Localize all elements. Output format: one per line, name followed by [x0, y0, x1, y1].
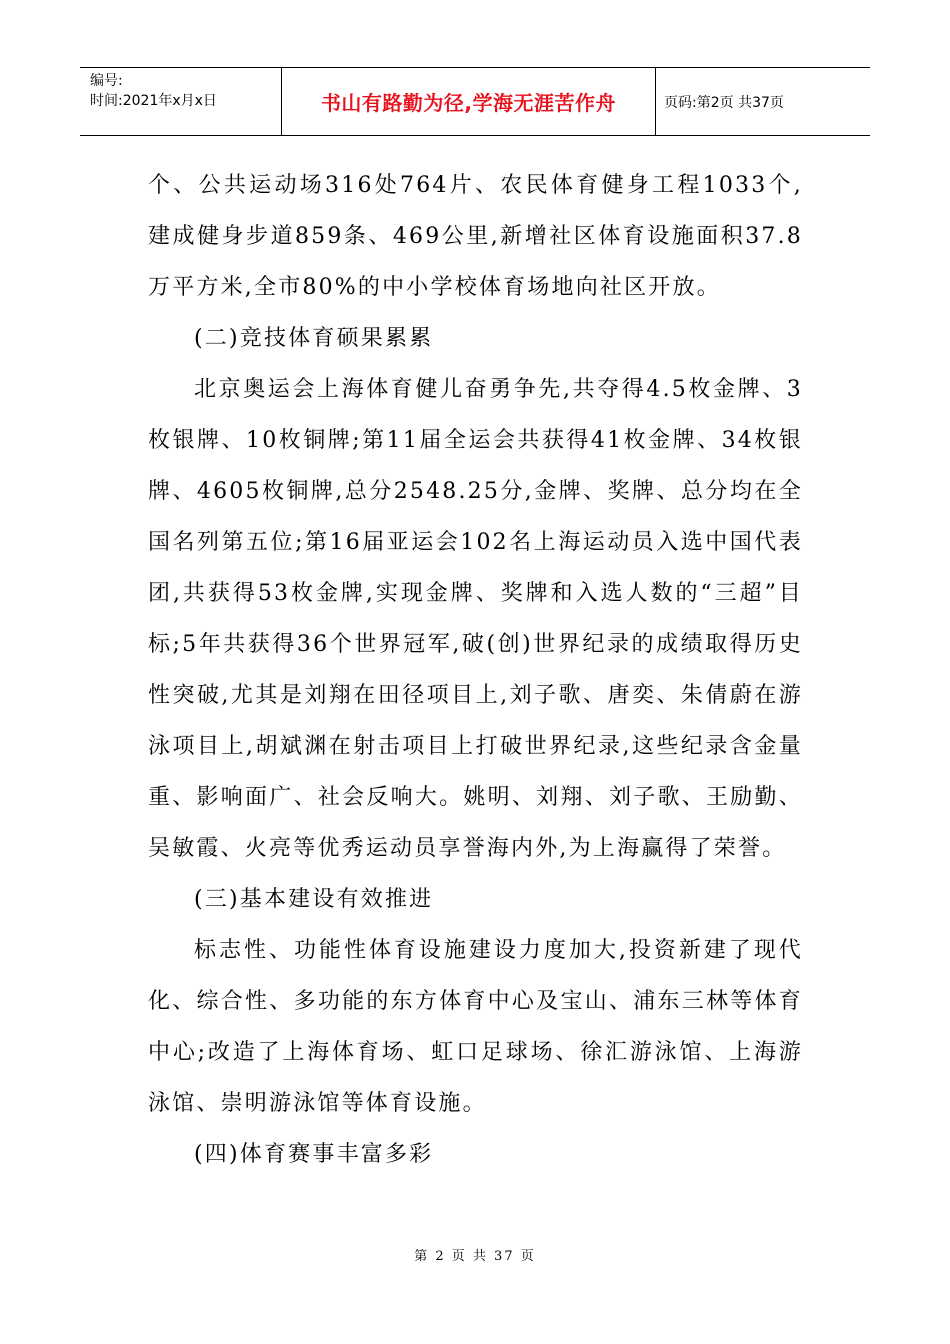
header-page-info: 页码:第2页 共37页 [664, 94, 784, 111]
section-heading-infrastructure: (三)基本建设有效推进 [194, 887, 434, 912]
paragraph-competitive-sports: 北京奥运会上海体育健儿奋勇争先,共夺得4.5枚金牌、3枚银牌、10枚铜牌;第11届全运会共获得41枚金牌、34枚银牌、4605枚铜牌,总分2548.25分,金牌、奖牌、总分均在全国名列第五位;第16届亚运会102名上海运动员入选中国代表团,共获得53枚金牌,实现金牌、奖牌和入选人数的“三超”目标;5年共获得36个世界冠军,破(创)世界纪录的成绩取得历史性突破,尤其是刘翔在田径项目上,刘子歌、唐奕、朱倩蔚在游泳项目上,胡斌渊在射击项目上打破世界纪录,这些纪录含金量重、影响面广、社会反响大。姚明、刘翔、刘子歌、王励勤、吴敏霞、火亮等优秀运动员享誉海内外,为上海赢得了荣誉。 [148, 377, 803, 861]
header-meta [80, 68, 282, 135]
section-heading-competitive-sports: (二)竞技体育硕果累累 [194, 326, 434, 351]
section-heading-sports-events: (四)体育赛事丰富多彩 [194, 1142, 434, 1167]
paragraph-facilities-continued: 个、公共运动场316处764片、农民体育健身工程1033个,建成健身步道859条、469公里,新增社区体育设施面积37.8万平方米,全市80%的中小学校体育场地向社区开放。 [148, 173, 803, 300]
paragraph-infrastructure: 标志性、功能性体育设施建设力度加大,投资新建了现代化、综合性、多功能的东方体育中心及宝山、浦东三林等体育中心;改造了上海体育场、虹口足球场、徐汇游泳馆、上海游泳馆、崇明游泳馆等体育设施。 [148, 938, 803, 1116]
document-date-label: 时间:2021年x月x日 [90, 93, 217, 109]
document-body [148, 160, 803, 1180]
page-header [80, 67, 870, 136]
page-footer-number: 第 2 页 共 37 页 [414, 1249, 536, 1264]
document-number-label: 编号: [90, 73, 123, 89]
header-motto: 书山有路勤为径,学海无涯苦作舟 [282, 68, 656, 135]
